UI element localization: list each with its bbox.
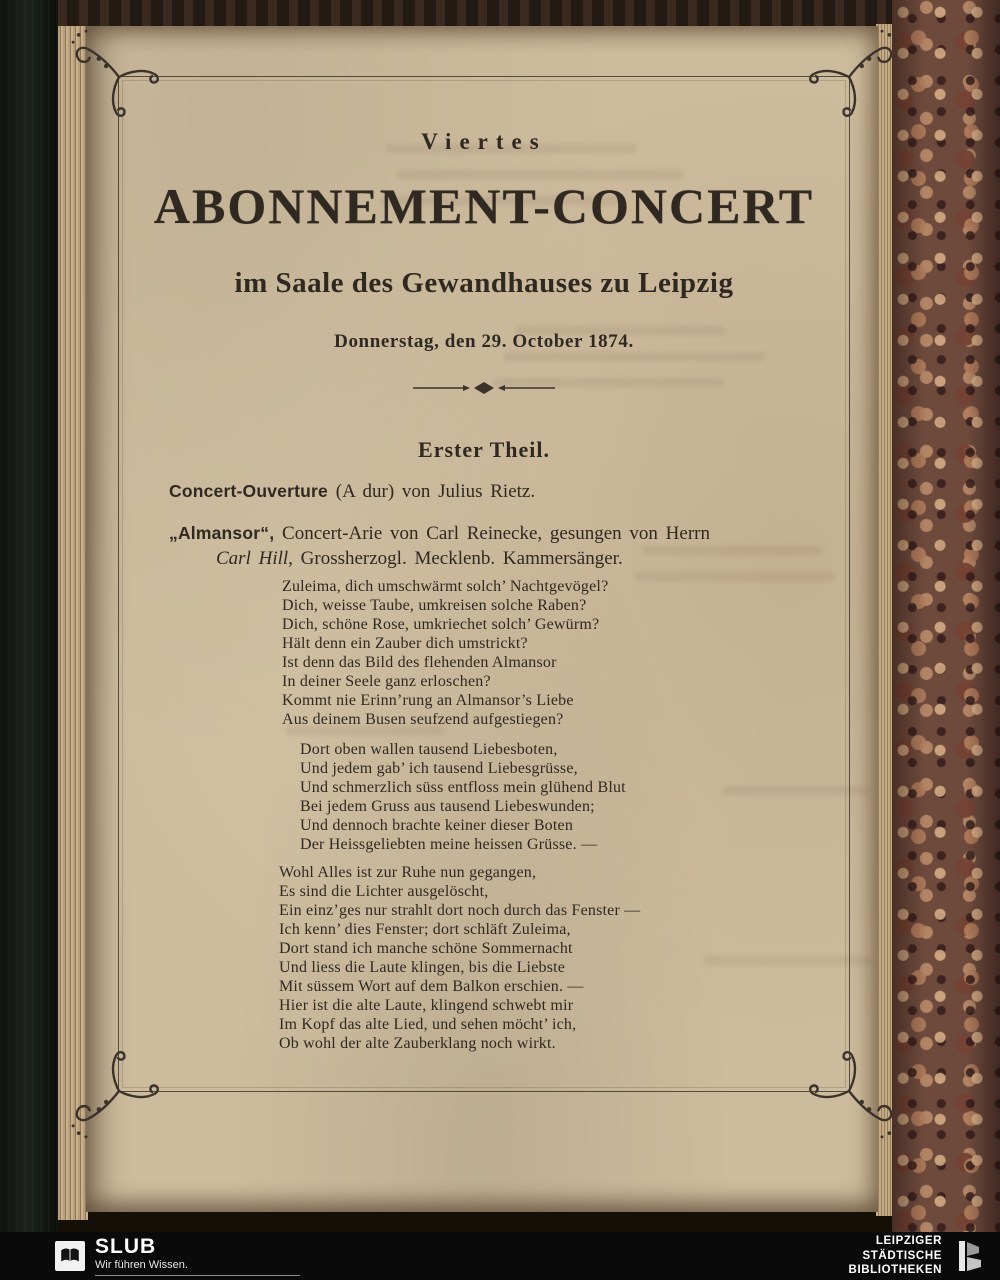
poem-line: Im Kopf das alte Lied, und sehen möcht’ ich, — [279, 1016, 577, 1033]
viewer-footer — [0, 1232, 1000, 1280]
slub-name: SLUB — [95, 1235, 157, 1258]
program-item-label: „Almansor“, — [169, 523, 275, 543]
program-item-text: Concert-Arie von Carl Reinecke, gesungen von Herrn — [274, 523, 710, 544]
program-item-continuation — [169, 546, 809, 571]
poem-line: Ich kenn’ dies Fenster; dort schläft Zuleima, — [279, 921, 571, 938]
poem-line: Wohl Alles ist zur Ruhe nun gegangen, — [279, 864, 537, 881]
divider-ornament-icon — [409, 380, 559, 396]
poem-line: Es sind die Lichter ausgelöscht, — [279, 883, 489, 900]
poem-line: Dort stand ich manche schöne Sommernacht — [279, 940, 573, 957]
library-name-line: STÄDTISCHE — [862, 1249, 942, 1262]
corner-flourish-icon — [64, 1036, 174, 1146]
marbled-endpaper — [892, 0, 1000, 1234]
program-item-almansor — [169, 521, 809, 571]
poem-line: Und liess die Laute klingen, bis die Liebste — [279, 959, 566, 976]
poem-line: Dich, weisse Taube, umkreisen solche Raben? — [282, 597, 587, 614]
poem-stanza-1 — [282, 577, 608, 729]
slub-texts — [95, 1236, 300, 1276]
slub-logo-icon — [55, 1241, 85, 1271]
poem-line: Der Heissgeliebten meine heissen Grüsse. — — [300, 836, 598, 853]
poem-line: Aus deinem Busen seufzend aufgestiegen? — [282, 711, 564, 728]
poem-stanza-2 — [300, 740, 626, 854]
library-branding — [849, 1234, 986, 1279]
poem-line: Ist denn das Bild des flehenden Almansor — [282, 654, 557, 671]
document-page — [86, 26, 878, 1212]
concert-title: ABONNEMENT-CONCERT — [153, 178, 815, 234]
corner-flourish-icon — [794, 22, 904, 132]
library-logo-icon — [952, 1239, 986, 1273]
program-item-text: Grossherzogl. Mecklenb. Kammersänger. — [292, 548, 623, 569]
poem-line: Dort oben wallen tausend Liebesboten, — [300, 741, 558, 758]
library-name — [849, 1234, 942, 1279]
singer-name: Carl Hill, — [216, 548, 293, 569]
program-item-overture — [169, 481, 809, 503]
poem-line: Dich, schöne Rose, umkriechet solch’ Gewürm? — [282, 616, 600, 633]
part-heading: Erster Theil. — [418, 437, 550, 462]
program-item-text: (A dur) von Julius Rietz. — [328, 481, 536, 502]
slub-tagline: Wir führen Wissen. — [95, 1259, 188, 1271]
poem-line: Ein einz’ges nur strahlt dort noch durch das Fenster — — [279, 902, 641, 919]
poem-line: Ob wohl der alte Zauberklang noch wirkt. — [279, 1035, 556, 1052]
divider-ornament — [119, 380, 849, 401]
poem-stanza-3 — [279, 863, 640, 1053]
poem-line: Mit süssem Wort auf dem Balkon erschien. — — [279, 978, 584, 995]
decorative-border — [118, 76, 850, 1092]
date-line: Donnerstag, den 29. October 1874. — [334, 331, 634, 352]
poem-line: Zuleima, dich umschwärmt solch’ Nachtgevögel? — [282, 578, 609, 595]
poem-line: Hier ist die alte Laute, klingend schwebt mir — [279, 997, 574, 1014]
poem-line: Und jedem gab’ ich tausend Liebesgrüsse, — [300, 760, 578, 777]
slub-branding — [55, 1236, 300, 1276]
corner-flourish-icon — [794, 1036, 904, 1146]
poem-line: Hält denn ein Zauber dich umstrickt? — [282, 635, 528, 652]
library-name-line: LEIPZIGER — [875, 1234, 942, 1247]
library-name-line: BIBLIOTHEKEN — [848, 1264, 942, 1277]
poem-line: Kommt nie Erinn’rung an Almansor’s Liebe — [282, 692, 574, 709]
poem-line: In deiner Seele ganz erloschen? — [282, 673, 491, 690]
poem-line: Und schmerzlich süss entfloss mein glühend Blut — [300, 779, 626, 796]
series-label: Viertes — [421, 129, 547, 154]
poem-line: Bei jedem Gruss aus tausend Liebeswunden; — [300, 798, 595, 815]
corner-flourish-icon — [64, 22, 174, 132]
program-item-label: Concert-Ouverture — [169, 481, 328, 501]
poem-line: Und dennoch brachte keiner dieser Boten — [300, 817, 574, 834]
slub-rule — [95, 1275, 300, 1276]
venue-line: im Saale des Gewandhauses zu Leipzig — [234, 267, 734, 299]
book-cover-edge — [0, 0, 58, 1280]
